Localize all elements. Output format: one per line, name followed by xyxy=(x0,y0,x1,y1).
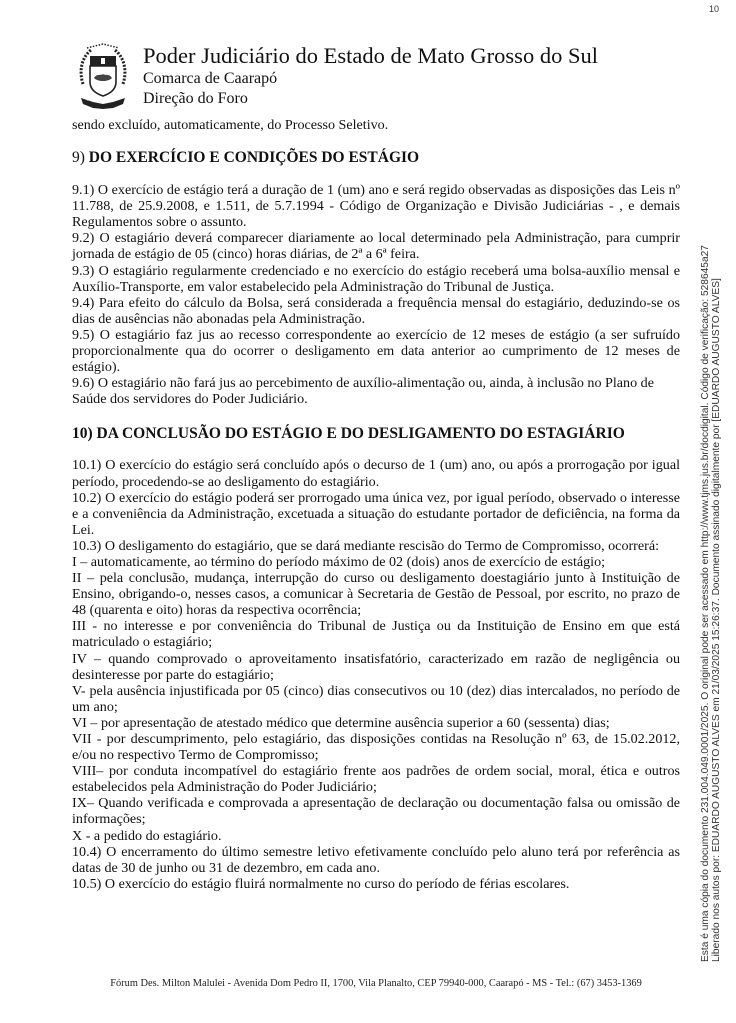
paragraph-9-2: 9.2) O estagiário deverá comparecer diariamente ao local determinado pela Administração, para cumprir jornada de estágio de 05 (cinco) horas diárias, de 2ª a 6ª feira. xyxy=(72,230,680,263)
verification-line-1: Esta é uma cópia do documento 231.004.049.0001/2025. O original pode ser acessado em http://www.tjms.jus.br/docdigital. Código de verificação: 528645a27 xyxy=(700,245,711,962)
section-10-heading: 10) DA CONCLUSÃO DO ESTÁGIO E DO DESLIGAMENTO DO ESTAGIÁRIO xyxy=(72,425,625,443)
paragraph-9-4: 9.4) Para efeito do cálculo da Bolsa, será considerada a frequência mensal do estagiário, deduzindo-se os dias de ausências não abonadas pela Administração. xyxy=(72,294,680,327)
department-name: Direção do Foro xyxy=(143,90,248,107)
page-number: 10 xyxy=(709,4,720,14)
item-viii: VIII– por conduta incompatível do estagiário frente aos padrões de ordem social, moral, ética e outros estabelecidos pela Administração do Poder Judiciário; xyxy=(72,763,680,796)
intro-text: sendo excluído, automaticamente, do Processo Seletivo. xyxy=(72,117,389,133)
paragraph-9-5: 9.5) O estagiário faz jus ao recesso correspondente ao exercício de 12 meses de estágio (a ser sufruído proporcionalmente qua do ocorrer o desligamento em data anterior ao cumprimento de 12 meses de estágio). xyxy=(72,326,680,376)
court-title: Poder Judiciário do Estado de Mato Grosso do Sul xyxy=(143,43,598,68)
item-ix: IX– Quando verificada e comprovada a apresentação de declaração ou documentação falsa ou omissão de informações; xyxy=(72,795,680,828)
item-v: V- pela ausência injustificada por 05 (cinco) dias consecutivos ou 10 (dez) dias intercalados, no período de um ano; xyxy=(72,682,680,715)
item-iii: III - no interesse e por conveniência do Tribunal de Justiça ou da Instituição de Ensino em que está matriculado o estagiário; xyxy=(72,618,680,651)
comarca-name: Comarca de Caarapó xyxy=(143,70,278,87)
item-vii: VII - por descumprimento, pelo estagiário, das disposições contidas na Resolução nº 63, de 15.02.2012, e/ou no respectivo Termo de Compromisso; xyxy=(72,731,680,764)
paragraph-10-4: 10.4) O encerramento do último semestre letivo efetivamente concluído pelo aluno terá por referência as datas de 30 de junho ou 31 de dezembro, em cada ano. xyxy=(72,843,680,876)
document-body xyxy=(72,117,680,892)
section-9-heading xyxy=(72,149,680,167)
item-ii: II – pela conclusão, mudança, interrupção do curso ou desligamento doestagiário junto à Instituição de Ensino, obrigando-o, nesses casos, a comunicar à Secretaria de Gestão de Pessoal, por escrito, no prazo de 48 (quarenta e oito) horas da respectiva ocorrência; xyxy=(72,570,680,619)
paragraph-10-1: 10.1) O exercício do estágio será concluído após o decurso de 1 (um) ano, ou após a prorrogação por igual período, procedendo-se ao desligamento do estagiário. xyxy=(72,457,680,490)
item-i: I – automaticamente, ao término do período máximo de 02 (dois) anos de exercício de estágio; xyxy=(72,553,606,570)
verification-note xyxy=(700,245,722,962)
verification-line-2: Liberado nos autos por: EDUARDO AUGUSTO ALVES em 21/03/2025 15:26:37. Documento assinado digitalmente por [EDUARDO AUGUSTO ALVES] xyxy=(711,278,722,962)
paragraph-10-2: 10.2) O exercício do estágio poderá ser prorrogado uma única vez, por igual período, observado o interesse e a conveniência da Administração, excetuada a situação do estudante portador de deficiência, na forma da Lei. xyxy=(72,489,680,538)
item-x: X - a pedido do estagiário. xyxy=(72,827,222,844)
paragraph-10-5: 10.5) O exercício do estágio fluirá normalmente no curso do período de férias escolares. xyxy=(72,875,570,892)
item-vi: VI – por apresentação de atestado médico que determine ausência superior a 60 (sessenta) dias; xyxy=(72,714,610,731)
footer-address: Fórum Des. Milton Malulei - Avenida Dom Pedro II, 1700, Vila Planalto, CEP 79940-000, Caarapó - MS - Tel.: (67) 3453-1369 xyxy=(110,978,642,989)
section-9-number: 9) xyxy=(72,149,85,167)
letterhead xyxy=(77,40,677,120)
paragraph-9-6: 9.6) O estagiário não fará jus ao percebimento de auxílio-alimentação ou, ainda, à inclusão no Plano de Saúde dos servidores do Poder Judiciário. xyxy=(72,375,654,408)
paragraph-10-3: 10.3) O desligamento do estagiário, que se dará mediante rescisão do Termo de Compromisso, ocorrerá: xyxy=(72,537,659,554)
paragraph-9-1: 9.1) O exercício de estágio terá a duração de 1 (um) ano e será regido observadas as disposições das Leis nº 11.788, de 25.9.2008, e 1.511, de 5.7.1994 - Código de Organização e Divisão Judiciárias - , e demais Regulamentos sobre o assunto. xyxy=(72,182,680,231)
section-9-title: DO EXERCÍCIO E CONDIÇÕES DO ESTÁGIO xyxy=(88,149,420,167)
paragraph-9-3: 9.3) O estagiário regularmente credenciado e no exercício do estágio receberá uma bolsa-auxílio mensal e Auxílio-Transporte, em valor estabelecido pela Administração do Tribunal de Justiça. xyxy=(72,262,680,295)
item-iv: IV – quando comprovado o aproveitamento insatisfatório, caracterizado em razão de negligência ou desinteresse por parte do estagiário; xyxy=(72,650,680,683)
court-seal-icon xyxy=(77,42,129,112)
